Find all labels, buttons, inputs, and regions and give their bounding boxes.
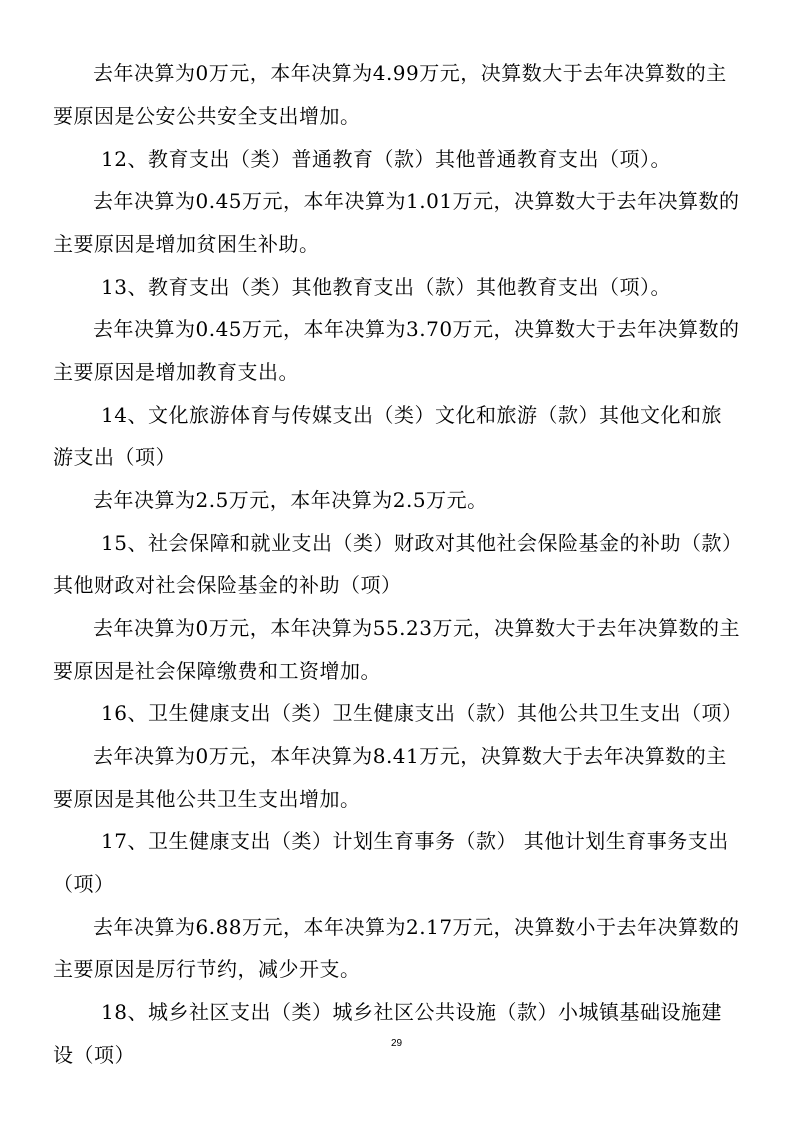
item-heading: 12、教育支出（类）普通教育（款）其他普通教育支出（项）。 bbox=[101, 147, 671, 171]
body-line: 主要原因是增加贫困生补助。 bbox=[53, 232, 320, 256]
body-line: 去年决算为0万元，本年决算为8.41万元，决算数大于去年决算数的主 bbox=[93, 744, 727, 768]
item-heading: 15、社会保障和就业支出（类）财政对其他社会保险基金的补助（款） bbox=[101, 531, 743, 555]
body-line: 去年决算为2.5万元，本年决算为2.5万元。 bbox=[93, 488, 488, 512]
body-line: 去年决算为0.45万元，本年决算为1.01万元，决算数大于去年决算数的 bbox=[93, 189, 740, 213]
item-heading: 17、卫生健康支出（类）计划生育事务（款） 其他计划生育事务支出 bbox=[101, 829, 729, 853]
body-line: 主要原因是厉行节约，减少开支。 bbox=[53, 957, 361, 981]
body-line: 去年决算为0.45万元，本年决算为3.70万元，决算数大于去年决算数的 bbox=[93, 317, 740, 341]
item-heading: 16、卫生健康支出（类）卫生健康支出（款）其他公共卫生支出（项） bbox=[101, 701, 743, 725]
item-heading: 13、教育支出（类）其他教育支出（款）其他教育支出（项）。 bbox=[101, 275, 671, 299]
item-heading-cont: 游支出（项） bbox=[53, 445, 176, 469]
body-line: 去年决算为0万元，本年决算为4.99万元，决算数大于去年决算数的主 bbox=[93, 61, 727, 85]
page-number: 29 bbox=[390, 1038, 403, 1049]
item-heading: 14、文化旅游体育与传媒支出（类）文化和旅游（款）其他文化和旅 bbox=[101, 403, 722, 427]
body-line: 要原因是社会保障缴费和工资增加。 bbox=[53, 659, 381, 683]
item-heading-cont: 其他财政对社会保险基金的补助（项） bbox=[53, 573, 402, 597]
body-line: 去年决算为0万元，本年决算为55.23万元，决算数大于去年决算数的主 bbox=[93, 616, 740, 640]
body-line: 要原因是公安公共安全支出增加。 bbox=[53, 104, 361, 128]
item-heading-cont: （项） bbox=[53, 872, 115, 896]
body-line: 去年决算为6.88万元，本年决算为2.17万元，决算数小于去年决算数的 bbox=[93, 915, 740, 939]
item-heading-cont: 设（项） bbox=[53, 1043, 135, 1067]
body-line: 要原因是其他公共卫生支出增加。 bbox=[53, 787, 361, 811]
body-line: 主要原因是增加教育支出。 bbox=[53, 360, 299, 384]
item-heading: 18、城乡社区支出（类）城乡社区公共设施（款）小城镇基础设施建 bbox=[101, 1000, 722, 1024]
